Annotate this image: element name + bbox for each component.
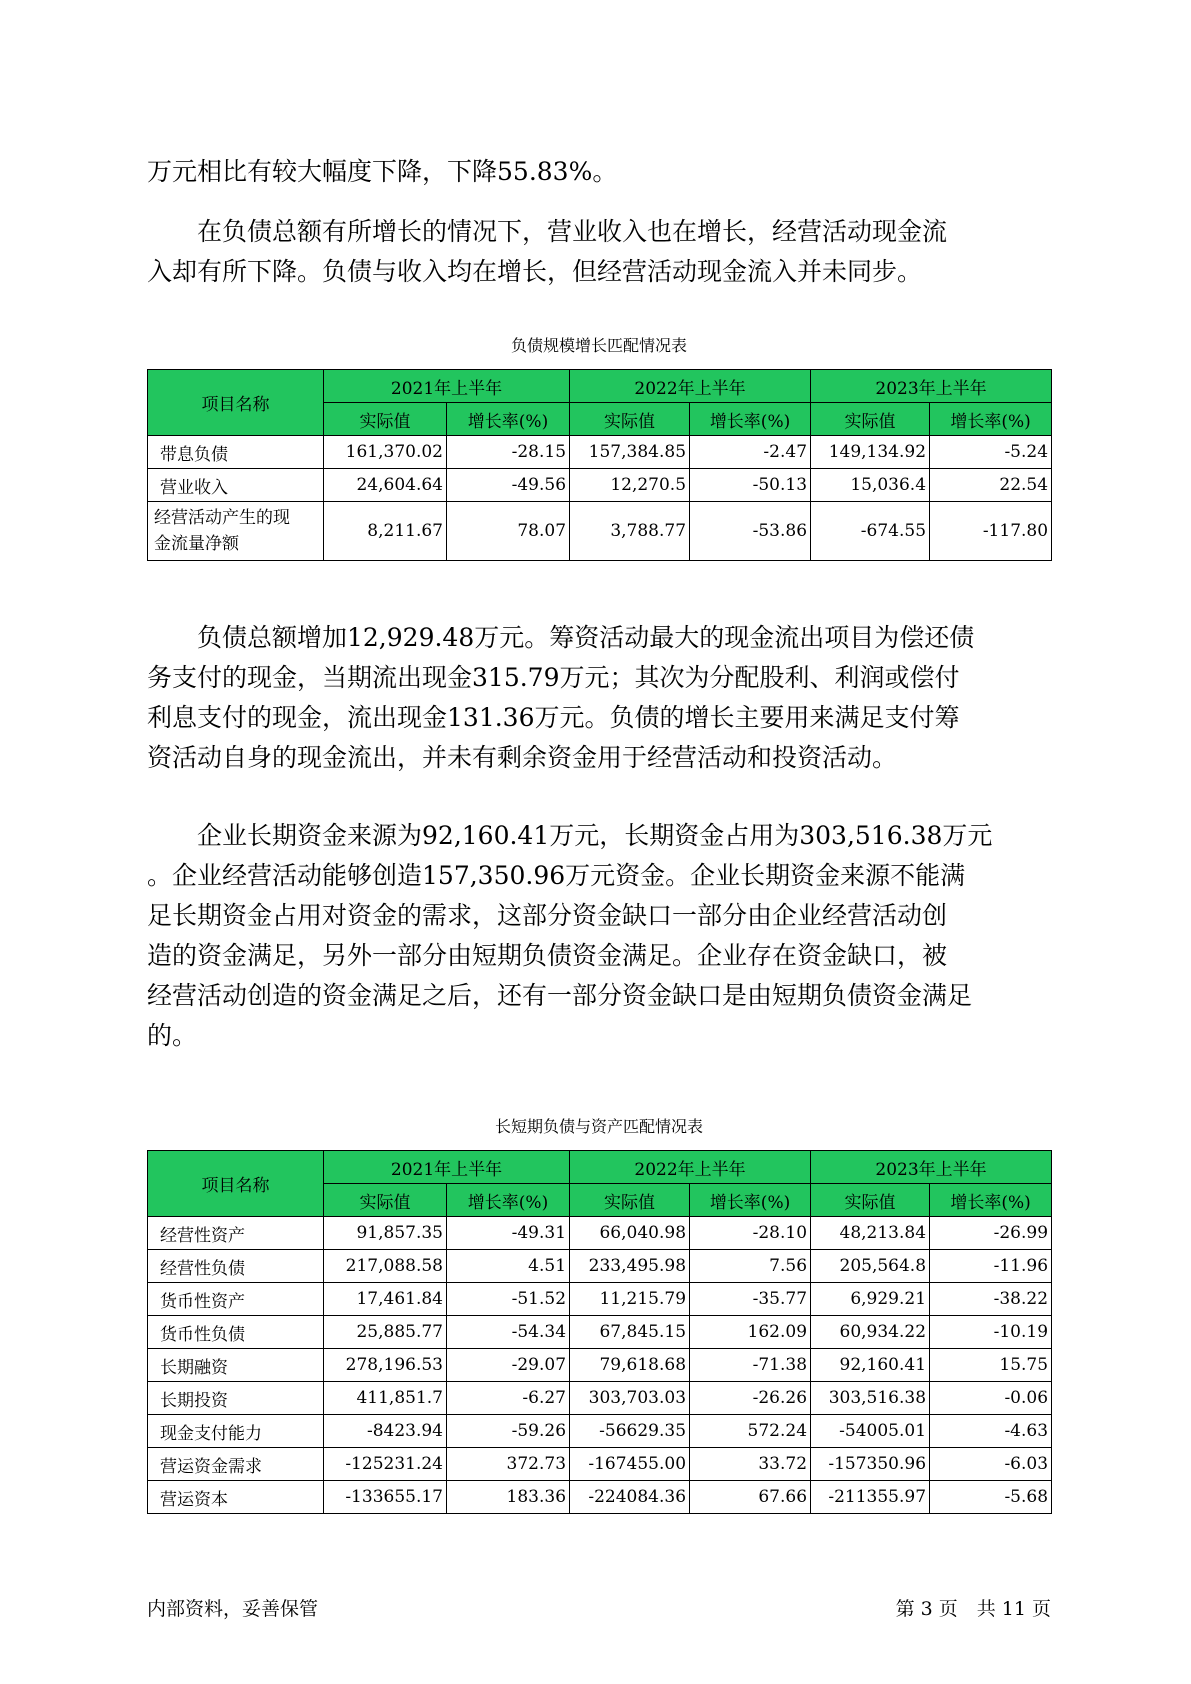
cell-value: 33.72	[690, 1448, 811, 1481]
cell-value: 3,788.77	[570, 502, 690, 561]
cell-value: -6.03	[930, 1448, 1052, 1481]
row-name	[148, 502, 324, 561]
cell-value: -59.26	[447, 1415, 570, 1448]
actual-value-header: 实际值	[811, 403, 930, 436]
year-header: 2021年上半年	[324, 1151, 570, 1184]
growth-rate-header: 增长率(%)	[930, 1184, 1052, 1217]
table-row	[148, 1349, 1052, 1382]
cell-value: -133655.17	[324, 1481, 447, 1514]
cell-value: 60,934.22	[811, 1316, 930, 1349]
growth-rate-header: 增长率(%)	[930, 403, 1052, 436]
actual-value-header: 实际值	[570, 403, 690, 436]
row-name: 营运资本	[148, 1481, 324, 1514]
cell-value: 8,211.67	[324, 502, 447, 561]
cell-value: -53.86	[690, 502, 811, 561]
growth-rate-header: 增长率(%)	[447, 403, 570, 436]
cell-value: -35.77	[690, 1283, 811, 1316]
row-name: 营业收入	[148, 469, 324, 502]
cell-value: -11.96	[930, 1250, 1052, 1283]
cell-value: -54.34	[447, 1316, 570, 1349]
table-row	[148, 502, 1052, 561]
cell-value: -5.68	[930, 1481, 1052, 1514]
cell-value: -4.63	[930, 1415, 1052, 1448]
cell-value: 78.07	[447, 502, 570, 561]
paragraph-line: 。企业经营活动能够创造157,350.96万元资金。企业长期资金来源不能满	[147, 861, 966, 890]
row-name-line: 金流量净额	[154, 534, 239, 554]
cell-value: 303,516.38	[811, 1382, 930, 1415]
paragraph-line: 足长期资金占用对资金的需求，这部分资金缺口一部分由企业经营活动创	[147, 901, 948, 930]
year-header: 2022年上半年	[570, 1151, 811, 1184]
cell-value: 183.36	[447, 1481, 570, 1514]
cell-value: -71.38	[690, 1349, 811, 1382]
cell-value: 79,618.68	[570, 1349, 690, 1382]
row-name: 经营性负债	[148, 1250, 324, 1283]
paragraph-line: 利息支付的现金，流出现金131.36万元。负债的增长主要用来满足支付筹	[147, 703, 960, 732]
cell-value: -125231.24	[324, 1448, 447, 1481]
cell-value: 205,564.8	[811, 1250, 930, 1283]
cell-value: -10.19	[930, 1316, 1052, 1349]
table1-caption: 负债规模增长匹配情况表	[510, 336, 687, 355]
actual-value-header: 实际值	[811, 1184, 930, 1217]
cell-value: -26.99	[930, 1217, 1052, 1250]
cell-value: 4.51	[447, 1250, 570, 1283]
cell-value: -28.15	[447, 436, 570, 469]
cell-value: 48,213.84	[811, 1217, 930, 1250]
cell-value: -211355.97	[811, 1481, 930, 1514]
table-row	[148, 1481, 1052, 1514]
table-row	[148, 1217, 1052, 1250]
paragraph-line: 负债总额增加12,929.48万元。筹资活动最大的现金流出项目为偿还债	[147, 623, 975, 652]
debt-growth-table	[147, 369, 1052, 561]
paragraph-line: 资活动自身的现金流出，并未有剩余资金用于经营活动和投资活动。	[147, 743, 898, 772]
cell-value: 233,495.98	[570, 1250, 690, 1283]
cell-value: -26.26	[690, 1382, 811, 1415]
cell-value: 217,088.58	[324, 1250, 447, 1283]
paragraph-3	[147, 618, 1047, 778]
year-header: 2023年上半年	[811, 370, 1052, 403]
growth-rate-header: 增长率(%)	[690, 1184, 811, 1217]
actual-value-header: 实际值	[570, 1184, 690, 1217]
cell-value: 25,885.77	[324, 1316, 447, 1349]
paragraph-line: 在负债总额有所增长的情况下，营业收入也在增长，经营活动现金流	[147, 217, 948, 246]
cell-value: 7.56	[690, 1250, 811, 1283]
name-header: 项目名称	[148, 1151, 324, 1217]
paragraph-2	[147, 212, 1047, 292]
table-row	[148, 436, 1052, 469]
cell-value: 278,196.53	[324, 1349, 447, 1382]
cell-value: -8423.94	[324, 1415, 447, 1448]
row-name: 货币性负债	[148, 1316, 324, 1349]
table-row	[148, 1283, 1052, 1316]
paragraph-line: 的。	[147, 1021, 198, 1050]
cell-value: 411,851.7	[324, 1382, 447, 1415]
actual-value-header: 实际值	[324, 403, 447, 436]
cell-value: -56629.35	[570, 1415, 690, 1448]
cell-value: -6.27	[447, 1382, 570, 1415]
cell-value: 22.54	[930, 469, 1052, 502]
cell-value: 15.75	[930, 1349, 1052, 1382]
row-name: 现金支付能力	[148, 1415, 324, 1448]
paragraph-line: 经营活动创造的资金满足之后，还有一部分资金缺口是由短期负债资金满足	[147, 981, 973, 1010]
cell-value: -167455.00	[570, 1448, 690, 1481]
paragraph-line: 万元相比有较大幅度下降，下降55.83%。	[147, 157, 618, 186]
year-header: 2022年上半年	[570, 370, 811, 403]
table-row	[148, 1316, 1052, 1349]
row-name: 经营性资产	[148, 1217, 324, 1250]
row-name: 长期融资	[148, 1349, 324, 1382]
row-name: 营运资金需求	[148, 1448, 324, 1481]
footer-confidential-note: 内部资料，妥善保管	[147, 1598, 319, 1620]
year-header: 2023年上半年	[811, 1151, 1052, 1184]
paragraph-4	[147, 816, 1047, 1056]
table-row	[148, 1415, 1052, 1448]
row-name-line: 经营活动产生的现	[154, 508, 290, 528]
cell-value: -0.06	[930, 1382, 1052, 1415]
cell-value: 91,857.35	[324, 1217, 447, 1250]
cell-value: 372.73	[447, 1448, 570, 1481]
cell-value: -49.31	[447, 1217, 570, 1250]
cell-value: 6,929.21	[811, 1283, 930, 1316]
cell-value: 66,040.98	[570, 1217, 690, 1250]
cell-value: -29.07	[447, 1349, 570, 1382]
table-row	[148, 1382, 1052, 1415]
cell-value: -5.24	[930, 436, 1052, 469]
cell-value: 67,845.15	[570, 1316, 690, 1349]
cell-value: 11,215.79	[570, 1283, 690, 1316]
name-header: 项目名称	[148, 370, 324, 436]
table-row	[148, 469, 1052, 502]
cell-value: 157,384.85	[570, 436, 690, 469]
cell-value: -157350.96	[811, 1448, 930, 1481]
paragraph-line: 企业长期资金来源为92,160.41万元，长期资金占用为303,516.38万元	[147, 821, 993, 850]
cell-value: 15,036.4	[811, 469, 930, 502]
table-row	[148, 1448, 1052, 1481]
row-name: 货币性资产	[148, 1283, 324, 1316]
footer-page-number: 第 3 页 共 11 页	[895, 1598, 1051, 1620]
cell-value: -28.10	[690, 1217, 811, 1250]
paragraph-1	[147, 152, 1047, 192]
cell-value: -674.55	[811, 502, 930, 561]
cell-value: 12,270.5	[570, 469, 690, 502]
cell-value: -224084.36	[570, 1481, 690, 1514]
cell-value: 303,703.03	[570, 1382, 690, 1415]
paragraph-line: 造的资金满足，另外一部分由短期负债资金满足。企业存在资金缺口，被	[147, 941, 948, 970]
growth-rate-header: 增长率(%)	[690, 403, 811, 436]
row-name: 带息负债	[148, 436, 324, 469]
cell-value: -117.80	[930, 502, 1052, 561]
cell-value: -51.52	[447, 1283, 570, 1316]
cell-value: 149,134.92	[811, 436, 930, 469]
growth-rate-header: 增长率(%)	[447, 1184, 570, 1217]
cell-value: -49.56	[447, 469, 570, 502]
debt-asset-match-table	[147, 1150, 1052, 1514]
cell-value: -38.22	[930, 1283, 1052, 1316]
table2-caption: 长短期负债与资产匹配情况表	[494, 1117, 703, 1136]
paragraph-line: 入却有所下降。负债与收入均在增长，但经营活动现金流入并未同步。	[147, 257, 923, 286]
year-header: 2021年上半年	[324, 370, 570, 403]
table-row	[148, 1250, 1052, 1283]
cell-value: 161,370.02	[324, 436, 447, 469]
cell-value: 572.24	[690, 1415, 811, 1448]
row-name: 长期投资	[148, 1382, 324, 1415]
cell-value: -2.47	[690, 436, 811, 469]
cell-value: -54005.01	[811, 1415, 930, 1448]
cell-value: 67.66	[690, 1481, 811, 1514]
cell-value: 162.09	[690, 1316, 811, 1349]
cell-value: -50.13	[690, 469, 811, 502]
cell-value: 24,604.64	[324, 469, 447, 502]
actual-value-header: 实际值	[324, 1184, 447, 1217]
paragraph-line: 务支付的现金，当期流出现金315.79万元；其次为分配股利、利润或偿付	[147, 663, 960, 692]
cell-value: 92,160.41	[811, 1349, 930, 1382]
cell-value: 17,461.84	[324, 1283, 447, 1316]
